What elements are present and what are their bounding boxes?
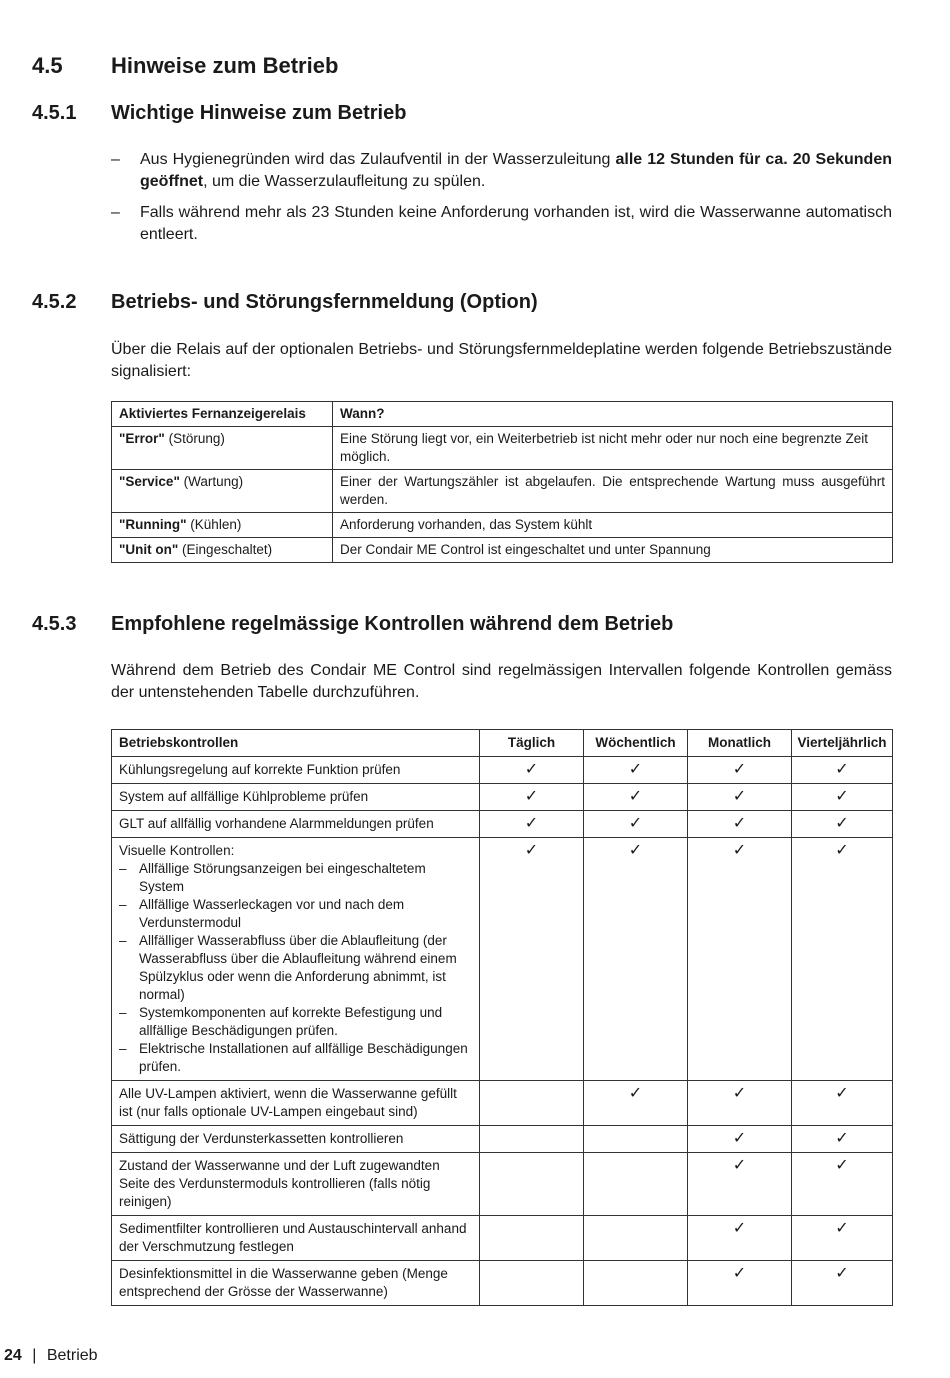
column-header: Vierteljährlich [792, 730, 893, 757]
check-icon-cell [584, 784, 688, 811]
subitem-text: Systemkomponenten auf korrekte Befestigung und allfällige Beschädigungen prüfen. [139, 1005, 443, 1038]
control-text: Sedimentfilter kontrollieren und Austauschintervall anhand der Verschmutzung festlegen [119, 1221, 467, 1254]
check-icon: ✓ [835, 1157, 849, 1174]
control-subitem [119, 896, 472, 932]
relay-desc: (Störung) [164, 431, 225, 446]
control-cell [112, 811, 480, 838]
control-cell [112, 1261, 480, 1306]
control-text: GLT auf allfällig vorhandene Alarmmeldungen prüfen [119, 816, 434, 831]
section-title: Wichtige Hinweise zum Betrieb [111, 102, 407, 124]
check-icon-cell [688, 1126, 792, 1153]
when-cell: Anforderung vorhanden, das System kühlt [333, 513, 893, 538]
check-icon-cell [584, 1081, 688, 1126]
check-icon-cell [480, 811, 584, 838]
section-intro: Während dem Betrieb des Condair ME Control sind regelmässigen Intervallen folgende Kontrollen gemäss der untenstehenden Tabelle durchzuführen. [111, 662, 892, 701]
check-icon-cell [584, 811, 688, 838]
bullet-item [111, 202, 892, 246]
subitem-dash: – [119, 1005, 127, 1020]
footer-chapter: Betrieb [46, 1347, 98, 1364]
table-row [112, 513, 893, 538]
bullet-item [111, 149, 892, 193]
check-icon: ✓ [628, 842, 643, 859]
relay-cell [112, 427, 333, 470]
check-icon: ✓ [628, 788, 643, 805]
table-row [112, 1261, 893, 1306]
check-icon-cell [688, 1081, 792, 1126]
control-cell [112, 1216, 480, 1261]
bullet-dash: – [111, 204, 120, 221]
subitem-dash: – [119, 933, 127, 948]
empty-cell [584, 1153, 688, 1216]
check-icon: ✓ [732, 1265, 747, 1282]
empty-cell [584, 1126, 688, 1153]
bullet-dash: – [111, 151, 120, 168]
control-text: System auf allfällige Kühlprobleme prüfen [119, 789, 369, 804]
control-text: Alle UV-Lampen aktiviert, wenn die Wasserwanne gefüllt ist (nur falls optionale UV-Lampen eingebaut sind) [119, 1086, 457, 1119]
column-header: Monatlich [688, 730, 792, 757]
check-icon-cell [480, 784, 584, 811]
check-icon-cell [688, 1261, 792, 1306]
section-intro: Über die Relais auf der optionalen Betriebs- und Störungsfernmeldeplatine werden folgende Betriebszustände signalisiert: [111, 341, 892, 380]
relay-table [111, 401, 893, 563]
control-cell [112, 784, 480, 811]
empty-cell [480, 1126, 584, 1153]
check-icon-cell [792, 1153, 893, 1216]
control-cell [112, 1126, 480, 1153]
check-icon-cell [792, 1081, 893, 1126]
table-header-row [112, 402, 893, 427]
control-cell [112, 1081, 480, 1126]
relay-name: "Unit on" [119, 542, 179, 557]
empty-cell [584, 1261, 688, 1306]
check-icon: ✓ [835, 1220, 849, 1237]
bullet-bold-text: alle 12 Stunden für ca. 20 Sekunden geöffnet [140, 151, 892, 190]
check-icon-cell [688, 784, 792, 811]
table-row [112, 784, 893, 811]
table-row [112, 757, 893, 784]
empty-cell [480, 1261, 584, 1306]
check-icon-cell [584, 838, 688, 1081]
check-icon: ✓ [524, 761, 539, 778]
subitem-dash: – [119, 897, 127, 912]
control-text: Visuelle Kontrollen: [119, 843, 235, 858]
table-row [112, 838, 893, 1081]
section-number: 4.5.3 [32, 613, 77, 635]
control-subitem [119, 932, 472, 1004]
check-icon-cell [688, 838, 792, 1081]
check-icon-cell [480, 838, 584, 1081]
column-header: Wann? [333, 402, 893, 427]
section-heading-4-5-1 [32, 102, 406, 125]
check-icon: ✓ [628, 1085, 643, 1102]
check-icon: ✓ [732, 1157, 747, 1174]
footer-separator: | [32, 1347, 37, 1364]
control-text: Kühlungsregelung auf korrekte Funktion prüfen [119, 762, 401, 777]
bullet-text: Falls während mehr als 23 Stunden keine Anforderung vorhanden ist, wird die Wasserwanne automatisch entleert. [140, 204, 892, 243]
table-row [112, 470, 893, 513]
subitem-dash: – [119, 1041, 127, 1056]
when-cell: Einer der Wartungszähler ist abgelaufen. Die entsprechende Wartung muss ausgeführt werden. [333, 470, 893, 513]
check-icon-cell [584, 757, 688, 784]
control-cell [112, 757, 480, 784]
when-cell: Der Condair ME Control ist eingeschaltet und unter Spannung [333, 538, 893, 563]
check-icon: ✓ [835, 815, 849, 832]
section-heading-4-5-2 [32, 291, 538, 314]
table-row [112, 811, 893, 838]
control-cell [112, 1153, 480, 1216]
subitem-text: Allfällige Störungsanzeigen bei eingeschaltetem System [139, 861, 426, 894]
check-icon: ✓ [524, 788, 539, 805]
check-icon-cell [792, 757, 893, 784]
check-icon-cell [792, 1126, 893, 1153]
empty-cell [480, 1153, 584, 1216]
section-heading-4-5-3 [32, 613, 673, 636]
relay-desc: (Wartung) [179, 474, 244, 489]
column-header: Betriebskontrollen [112, 730, 480, 757]
subitem-text: Allfälliger Wasserabfluss über die Ablaufleitung (der Wasserabfluss über die Ablaufleitung während einem Spülzyklus oder wenn die Anforderung abnimmt, ist normal) [139, 933, 457, 1002]
control-cell [112, 838, 480, 1081]
relay-name: "Running" [119, 517, 187, 532]
controls-table [111, 729, 893, 1306]
empty-cell [480, 1081, 584, 1126]
control-text: Zustand der Wasserwanne und der Luft zugewandten Seite des Verdunstermoduls kontrollieren (falls nötig reinigen) [119, 1158, 440, 1209]
table-row [112, 1216, 893, 1261]
section-number: 4.5.1 [32, 102, 77, 124]
section-number: 4.5.2 [32, 291, 77, 313]
relay-cell [112, 538, 333, 563]
control-subitem [119, 1040, 472, 1076]
section-title: Betriebs- und Störungsfernmeldung (Option) [111, 291, 538, 313]
page-number: 24 [4, 1347, 22, 1364]
column-header: Aktiviertes Fernanzeigerelais [112, 402, 333, 427]
section-number: 4.5 [32, 53, 63, 78]
check-icon: ✓ [835, 788, 849, 805]
check-icon-cell [480, 757, 584, 784]
when-cell: Eine Störung liegt vor, ein Weiterbetrieb ist nicht mehr oder nur noch eine begrenzte Zeit möglich. [333, 427, 893, 470]
bullet-text: , um die Wasserzulaufleitung zu spülen. [203, 173, 486, 190]
control-text: Desinfektionsmittel in die Wasserwanne geben (Menge entsprechend der Grösse der Wasserwanne) [119, 1266, 448, 1299]
section-title: Empfohlene regelmässige Kontrollen während dem Betrieb [111, 613, 674, 635]
section-heading-4-5 [32, 53, 338, 79]
check-icon: ✓ [732, 815, 747, 832]
check-icon: ✓ [732, 842, 747, 859]
page-footer [4, 1347, 98, 1365]
check-icon: ✓ [835, 1130, 849, 1147]
subitem-text: Allfällige Wasserleckagen vor und nach dem Verdunstermodul [139, 897, 405, 930]
control-subitem [119, 860, 472, 896]
control-text: Sättigung der Verdunsterkassetten kontrollieren [119, 1131, 404, 1146]
check-icon-cell [688, 811, 792, 838]
relay-name: "Error" [119, 431, 165, 446]
check-icon-cell [792, 1216, 893, 1261]
check-icon: ✓ [835, 761, 849, 778]
table-row [112, 1153, 893, 1216]
column-header: Täglich [480, 730, 584, 757]
check-icon: ✓ [732, 1220, 747, 1237]
subitem-text: Elektrische Installationen auf allfällige Beschädigungen prüfen. [139, 1041, 468, 1074]
check-icon: ✓ [524, 842, 539, 859]
check-icon: ✓ [835, 842, 849, 859]
check-icon: ✓ [835, 1265, 849, 1282]
check-icon: ✓ [732, 1085, 747, 1102]
column-header: Wöchentlich [584, 730, 688, 757]
check-icon: ✓ [524, 815, 539, 832]
relay-desc: (Eingeschaltet) [178, 542, 273, 557]
check-icon: ✓ [835, 1085, 849, 1102]
table-header-row [112, 730, 893, 757]
check-icon: ✓ [732, 1130, 747, 1147]
check-icon-cell [792, 838, 893, 1081]
control-subitem [119, 1004, 472, 1040]
relay-cell [112, 513, 333, 538]
check-icon: ✓ [732, 788, 747, 805]
table-row [112, 1126, 893, 1153]
check-icon-cell [792, 811, 893, 838]
empty-cell [584, 1216, 688, 1261]
check-icon-cell [792, 1261, 893, 1306]
check-icon-cell [688, 757, 792, 784]
check-icon: ✓ [628, 761, 643, 778]
section-title: Hinweise zum Betrieb [111, 53, 339, 78]
relay-desc: (Kühlen) [186, 517, 242, 532]
check-icon: ✓ [732, 761, 747, 778]
check-icon-cell [688, 1216, 792, 1261]
check-icon: ✓ [628, 815, 643, 832]
table-row [112, 538, 893, 563]
check-icon-cell [688, 1153, 792, 1216]
relay-name: "Service" [119, 474, 180, 489]
table-row [112, 427, 893, 470]
bullet-text: Aus Hygienegründen wird das Zulaufventil in der Wasserzuleitung [140, 151, 616, 168]
empty-cell [480, 1216, 584, 1261]
subitem-dash: – [119, 861, 127, 876]
check-icon-cell [792, 784, 893, 811]
relay-cell [112, 470, 333, 513]
table-row [112, 1081, 893, 1126]
